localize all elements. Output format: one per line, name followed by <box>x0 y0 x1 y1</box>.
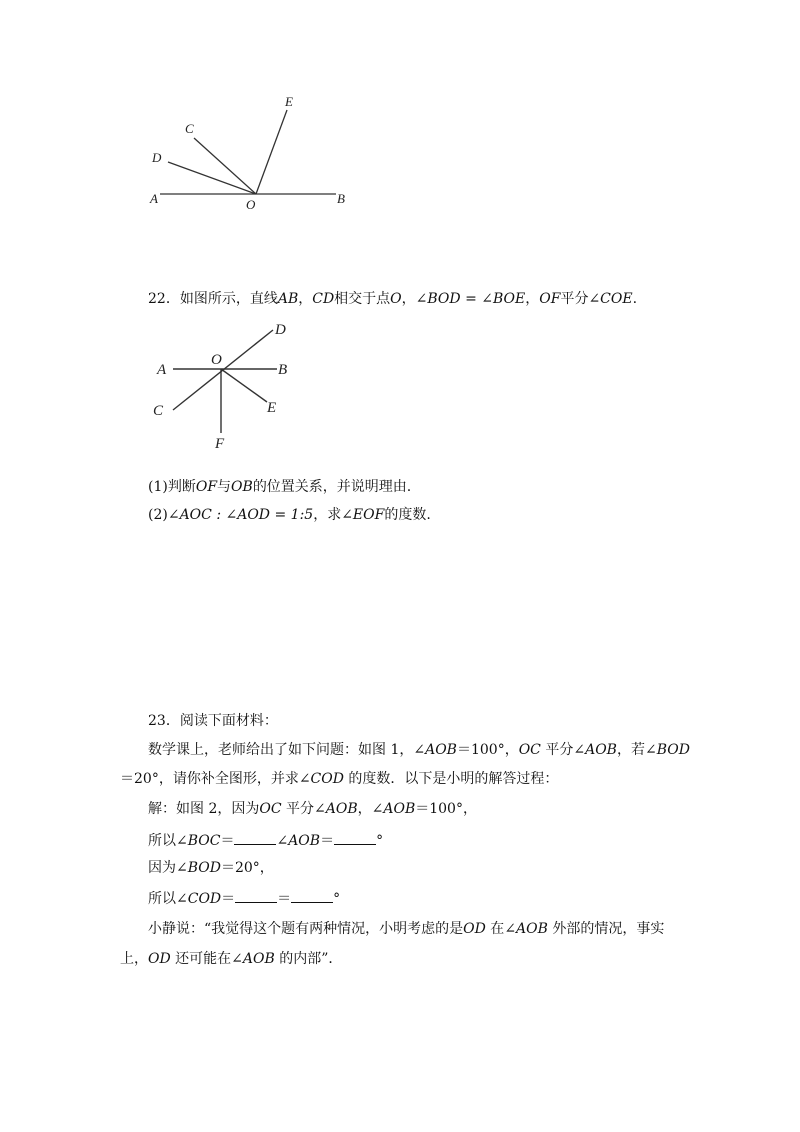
symbol: OF <box>195 479 218 495</box>
symbol: ∠COD <box>176 891 222 907</box>
label-B: B <box>278 362 288 378</box>
sub-text: 的度数. <box>384 507 431 523</box>
ray-OE <box>221 369 267 402</box>
text: 小静说：“我觉得这个题有两种情况，小明考虑的是 <box>148 921 464 937</box>
symbol: ∠AOB <box>413 742 457 758</box>
q22-sub2 <box>148 506 431 524</box>
text: ＝20°，请你补全图形，并求 <box>120 771 299 787</box>
text: 上， <box>120 951 148 967</box>
label-O: O <box>211 352 222 368</box>
symbol: ∠BOD <box>176 860 221 876</box>
text: ，若 <box>616 742 645 758</box>
symbol: ∠COD <box>298 771 344 787</box>
text: 所以 <box>148 833 176 849</box>
sub-text: ，求 <box>313 507 342 523</box>
question-number: 22． <box>148 291 180 307</box>
q23-solution <box>148 800 477 818</box>
label-C: C <box>153 403 164 419</box>
question-number: 23． <box>148 713 180 729</box>
answer-blank[interactable] <box>235 888 277 903</box>
text: ° <box>333 891 341 907</box>
label-O: O <box>246 197 256 212</box>
punct: ， <box>298 291 313 307</box>
symbol: CD <box>312 291 335 307</box>
text: ° <box>376 833 384 849</box>
symbol: O <box>390 291 402 307</box>
symbol: ∠AOB <box>504 921 548 937</box>
text: 平分 <box>540 742 574 758</box>
text: 的度数．以下是小明的解答过程： <box>343 771 559 787</box>
stem-text: 阅读下面材料： <box>179 713 278 729</box>
symbol: ∠COE <box>588 291 633 307</box>
text: ＝100°， <box>456 742 519 758</box>
condition: ∠BOD = ∠BOE <box>415 291 526 307</box>
text: 外部的情况，事实 <box>547 921 665 937</box>
q23-para2 <box>120 770 558 788</box>
sub-text: (2) <box>148 507 168 523</box>
text: 解：如图 2，因为 <box>148 801 260 817</box>
figure-22 <box>145 318 305 458</box>
punct: ， <box>525 291 540 307</box>
text: ＝100°， <box>415 801 477 817</box>
symbol: OD <box>463 921 486 937</box>
text: 数学课上，老师给出了如下问题：如图 1， <box>148 742 414 758</box>
text: ＝20°， <box>220 860 274 876</box>
punct: . <box>632 291 638 307</box>
label-C: C <box>185 121 194 136</box>
condition: ∠AOC : ∠AOD = 1:5 <box>167 507 314 523</box>
label-A: A <box>150 191 158 206</box>
text: ＝ <box>221 891 236 907</box>
symbol: OC <box>518 742 541 758</box>
symbol: ∠AOB <box>573 742 617 758</box>
text: ＝ <box>320 833 335 849</box>
label-D: D <box>275 322 286 338</box>
label-E: E <box>285 94 293 109</box>
symbol: ∠AOB <box>231 951 275 967</box>
q23-para1 <box>148 741 690 759</box>
sub-text: 的位置关系，并说明理由. <box>252 479 412 495</box>
symbol: OF <box>539 291 561 307</box>
symbol: ∠AOB <box>314 801 358 817</box>
answer-blank[interactable] <box>334 830 376 845</box>
text: 还可能在 <box>170 951 232 967</box>
stem-text: 平分 <box>560 291 589 307</box>
symbol: AB <box>277 291 299 307</box>
symbol: OD <box>148 951 171 967</box>
answer-blank[interactable] <box>291 888 333 903</box>
q23-xiaojing-cont <box>120 950 342 968</box>
sub-text: (1)判断 <box>148 479 196 495</box>
figure-1 <box>140 90 370 220</box>
text: ＝ <box>220 833 235 849</box>
answer-blank[interactable] <box>234 830 276 845</box>
label-E: E <box>267 400 277 416</box>
stem-text: 如图所示，直线 <box>179 291 278 307</box>
label-A: A <box>157 362 167 378</box>
text: 所以 <box>148 891 176 907</box>
q23-title <box>148 712 278 730</box>
q22-stem <box>148 290 637 308</box>
ray-OC <box>194 138 256 194</box>
symbol: OC <box>259 801 282 817</box>
q23-so2 <box>148 888 340 908</box>
symbol: ∠EOF <box>341 507 385 523</box>
text: 在 <box>485 921 505 937</box>
label-D: D <box>152 150 162 165</box>
label-F: F <box>215 436 225 452</box>
symbol: ∠BOC <box>176 833 221 849</box>
symbol: ∠AOB <box>276 833 321 849</box>
stem-text: 相交于点 <box>334 291 391 307</box>
symbol: ∠AOB <box>371 801 416 817</box>
q23-because <box>148 859 274 877</box>
text: 的内部”． <box>274 951 343 967</box>
q22-sub1 <box>148 478 411 496</box>
symbol: OB <box>231 479 253 495</box>
text: 平分 <box>281 801 315 817</box>
q23-xiaojing <box>148 920 664 938</box>
text: 因为 <box>148 860 176 876</box>
symbol: ∠BOD <box>644 742 690 758</box>
q23-so1 <box>148 830 383 850</box>
ray-OE <box>256 110 287 194</box>
text: ， <box>357 801 372 817</box>
label-B: B <box>337 191 345 206</box>
text: ＝ <box>277 891 292 907</box>
sub-text: 与 <box>217 479 232 495</box>
punct: ， <box>401 291 416 307</box>
ray-OD <box>168 162 256 194</box>
